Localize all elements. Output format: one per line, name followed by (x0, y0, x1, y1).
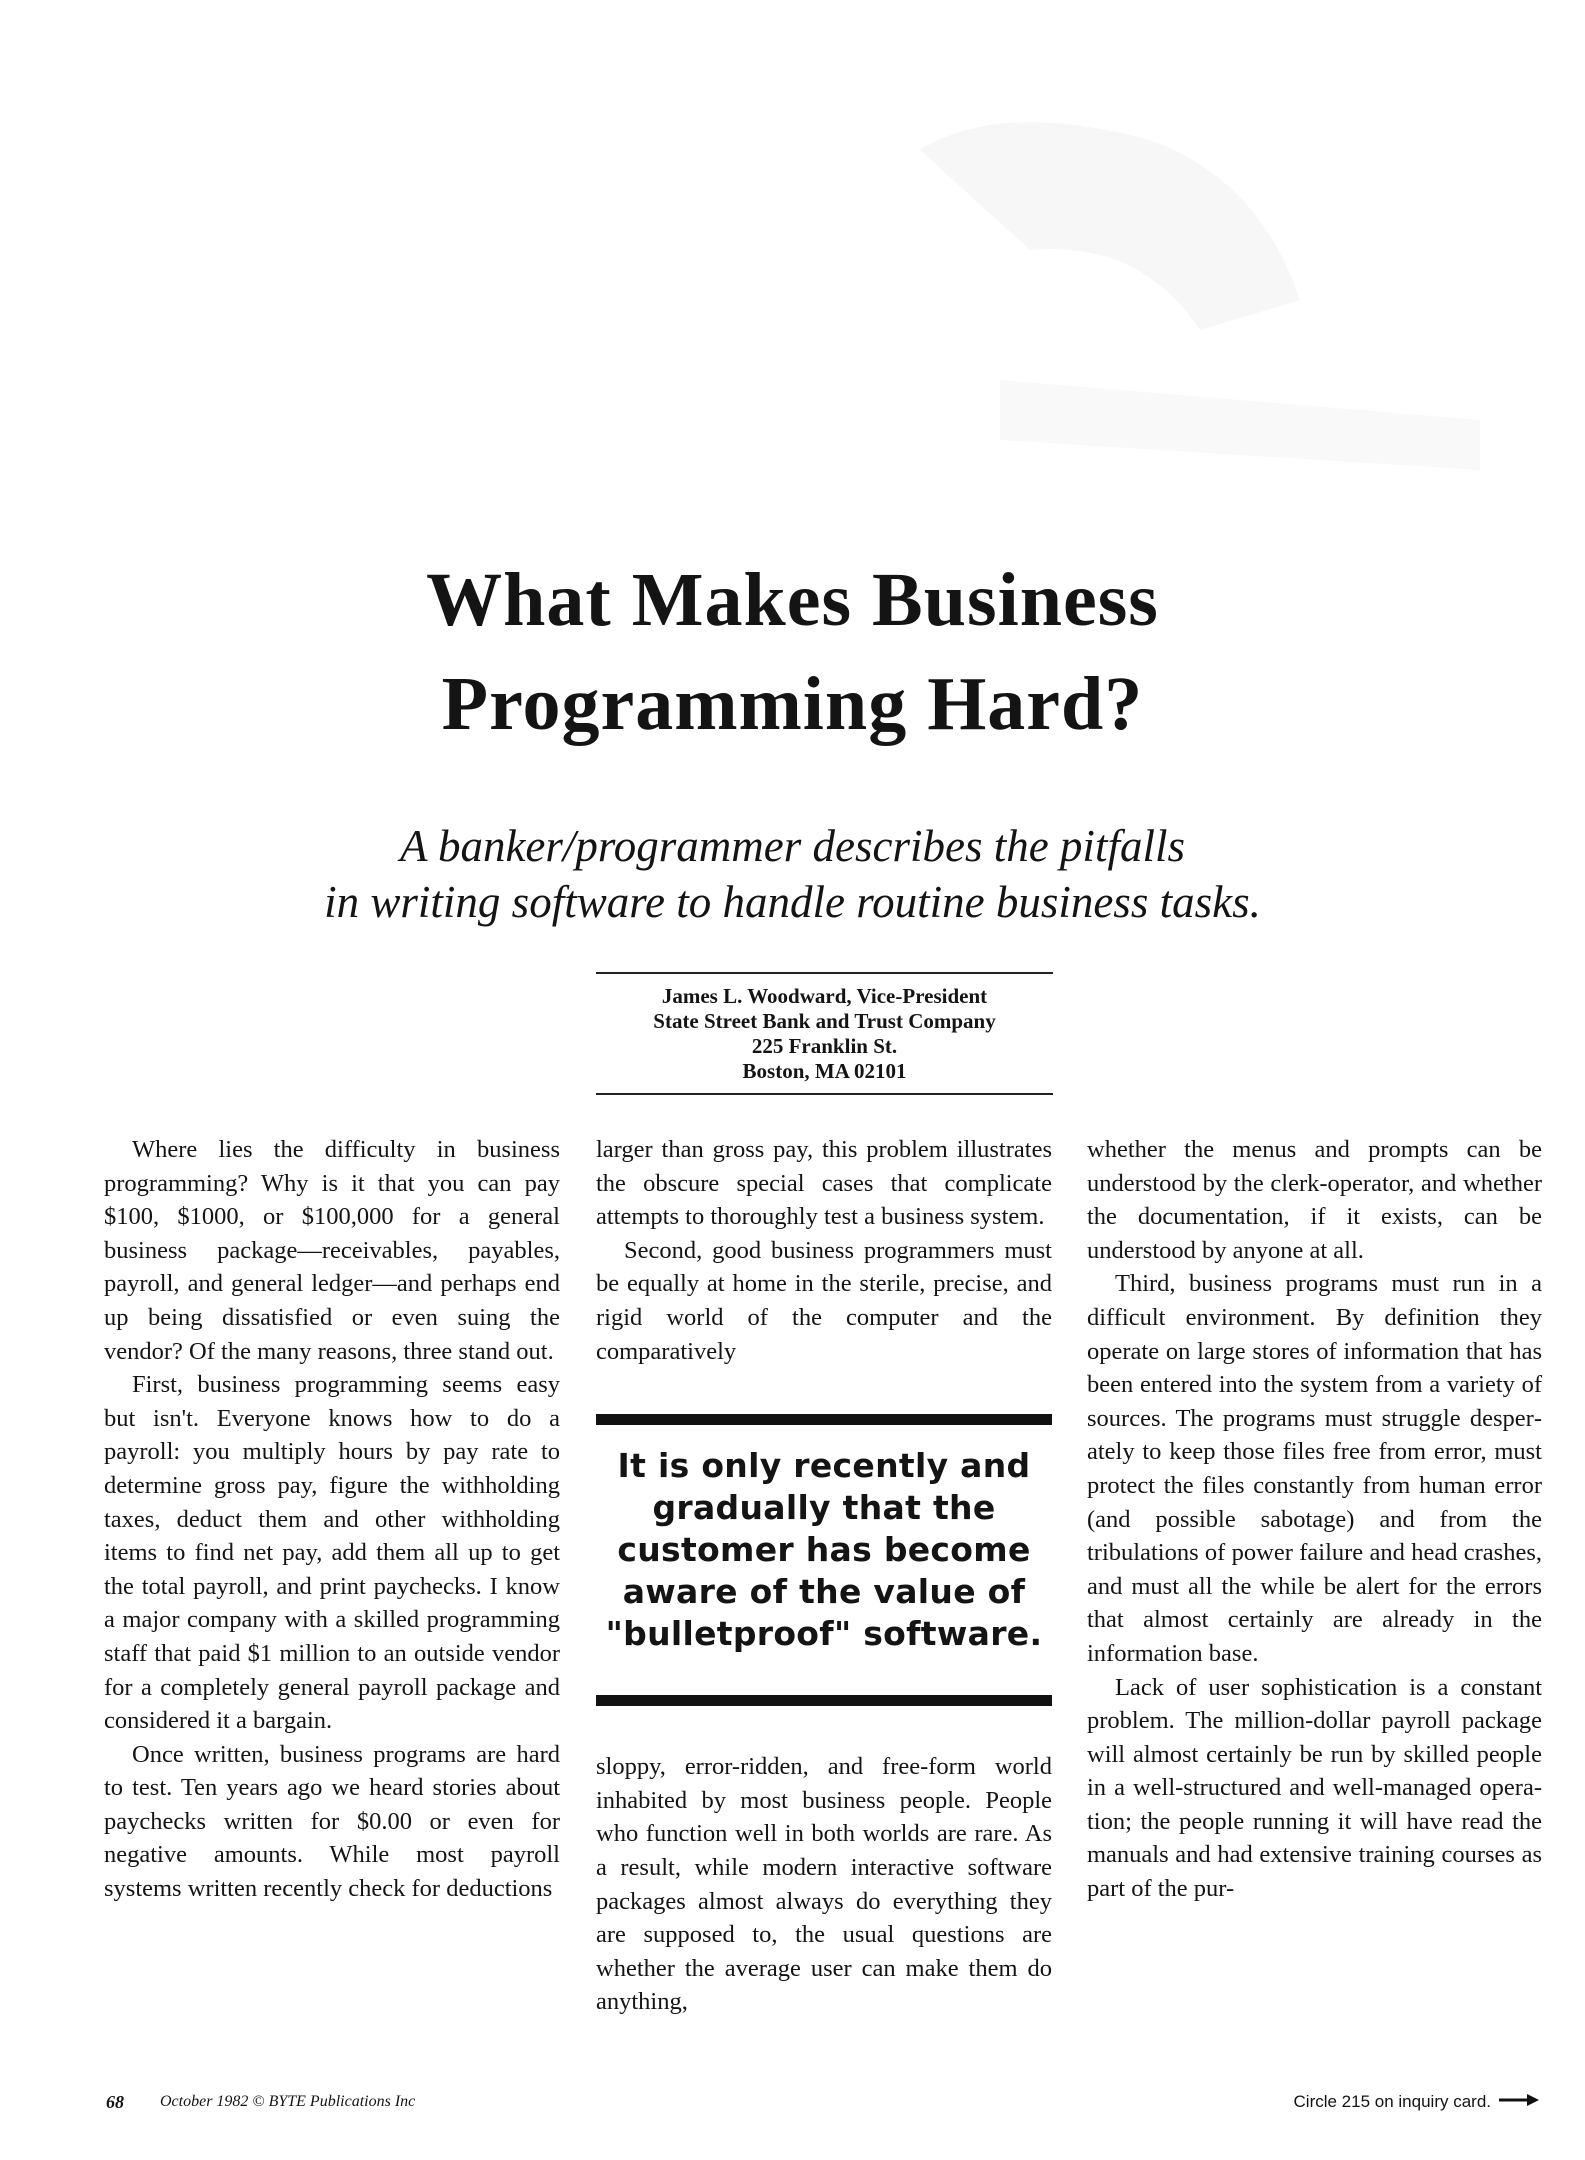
paragraph: Third, business programs must run in a difficult environment. By definition they operate on large stores of information that has been entered into the system from a variety of sources. The programs must struggle desperately to keep those files free from error, must protect the files constantly from human error (and possible sabotage) and from the tribulations of power failure and head crashes, and must all the while be alert for the errors that almost certainly are already in the information base. (1087, 1270, 1542, 1667)
right-arrow-icon (1499, 2092, 1539, 2112)
paragraph: sloppy, error-ridden, and free-form world inhabited by most business people. People who function well in both worlds are rare. As a result, while modern interactive software packages almost always do everything they are supposed to, the usual questions are whether the average user can make them do anything, (596, 1753, 1052, 2016)
inquiry-text: Circle 215 on inquiry card. (1293, 2092, 1491, 2111)
page-number: 68 (106, 2092, 124, 2112)
title-line-1: What Makes Business (426, 558, 1159, 642)
show-through-background (0, 0, 1585, 520)
author-city: Boston, MA 02101 (742, 1059, 907, 1083)
title-line-2: Programming Hard? (441, 662, 1144, 746)
author-name: James L. Woodward, Vice-President (661, 984, 988, 1008)
subtitle-line-1: A banker/programmer describes the pitfalls (400, 821, 1185, 871)
paragraph: First, business programming seems easy but isn't. Everyone knows how to do a payroll: you multiply hours by pay rate to determine gross pay, figure the withholding taxes, deduct them and other withholding items to find net pay, add them all up to get the total payroll, and print paychecks. I know a major company with a skilled programming staff that paid $1 million to an outside vendor for a completely general payroll package and considered it a bargain. (104, 1371, 560, 1735)
footer-dateline: October 1982 © BYTE Publications Inc (160, 2093, 416, 2110)
body-column-2 (596, 1133, 1052, 2019)
paragraph: Once written, business programs are hard to test. Ten years ago we heard stories about paychecks written for $0.00 or even for negative amounts. While most payroll systems written recently check for deductions (104, 1740, 560, 1903)
article-subtitle (0, 818, 1585, 930)
paragraph: Where lies the difficulty in business programming? Why is it that you can pay $100, $1000, or $100,000 for a general business package—receivables, payables, payroll, and general ledger—and perhaps end up being dissatisfied or even suing the vendor? Of the many reasons, three stand out. (104, 1136, 560, 1365)
paragraph: Lack of user sophistication is a constant problem. The million-dollar payroll package will almost certainly be run by skilled people in a well-structured and well-managed operation; the people running it will have read the manuals and had extensive training courses as part of the pur- (1087, 1673, 1542, 1903)
author-organization: State Street Bank and Trust Company (653, 1009, 996, 1033)
paragraph: Second, good business programmers must be equally at home in the sterile, precise, and rigid world of the computer and the comparatively (596, 1236, 1052, 1365)
author-street: 225 Franklin St. (751, 1034, 898, 1058)
body-column-1 (104, 1133, 560, 1906)
inquiry-note (1294, 2092, 1539, 2112)
author-byline (596, 972, 1053, 1095)
article-title (0, 548, 1585, 756)
pull-quote: It is only recently and gradually that the customer has become aware of the value of "bulletproof" software. (596, 1414, 1052, 1706)
body-column-3 (1087, 1133, 1542, 1906)
faint-print-through-shape (0, 0, 1585, 520)
paragraph: larger than gross pay, this problem illustrates the obscure special cases that complicate attempts to thoroughly test a business system. (596, 1136, 1052, 1231)
paragraph: whether the menus and prompts can be understood by the clerk-operator, and whether the documentation, if it exists, can be understood by anyone at all. (1087, 1136, 1542, 1264)
subtitle-line-2: in writing software to handle routine business tasks. (324, 877, 1261, 927)
